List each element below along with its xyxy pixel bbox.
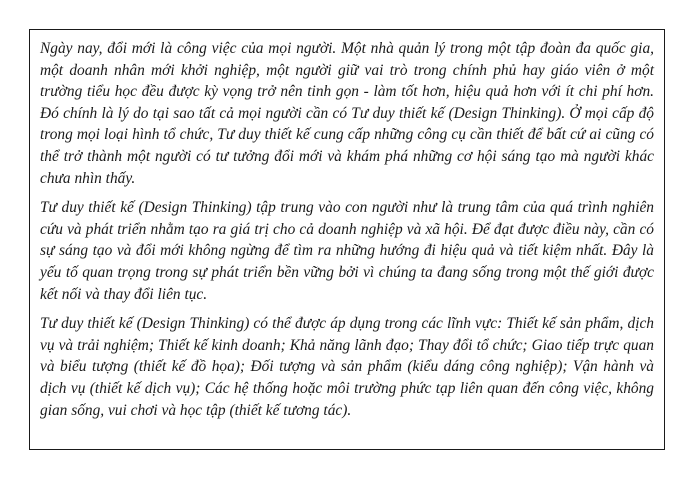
paragraph-focus: Tư duy thiết kế (Design Thinking) tập trung vào con người như là trung tâm của quá trình nghiên cứu và phát triển nhằm tạo ra giá trị cho cả doanh nghiệp và xã hội. Để đạt được điều này, cần có sự sáng tạo và đổi mới không ngừng để tìm ra những hướng đi hiệu quả và tiết kiệm nhất. Đây là yếu tố quan trọng trong sự phát triển bền vững bởi vì chúng ta đang sống trong một thế giới được kết nối và thay đổi liên tục. xyxy=(40,199,654,303)
paragraph-applications: Tư duy thiết kế (Design Thinking) có thể được áp dụng trong các lĩnh vực: Thiết kế sản phẩm, dịch vụ và trải nghiệm; Thiết kế kinh doanh; Khả năng lãnh đạo; Thay đổi tổ chức; Giao tiếp trực quan và biểu tượng (thiết kế đồ họa); Đối tượng và sản phẩm (kiểu dáng công nghiệp); Vận hành và dịch vụ (thiết kế dịch vụ); Các hệ thống hoặc môi trường phức tạp liên quan đến công việc, không gian sống, vui chơi và học tập (thiết kế tương tác). xyxy=(40,315,654,419)
text-box xyxy=(29,29,665,450)
paragraph-intro: Ngày nay, đổi mới là công việc của mọi người. Một nhà quản lý trong một tập đoàn đa quốc gia, một doanh nhân mới khởi nghiệp, một người giữ vai trò trong chính phủ hay giáo viên ở một trường tiểu học đều được kỳ vọng trở nên tinh gọn - làm tốt hơn, hiệu quả hơn với ít chi phí hơn. Đó chính là lý do tại sao tất cả mọi người cần có Tư duy thiết kế (Design Thinking). Ở mọi cấp độ trong mọi loại hình tổ chức, Tư duy thiết kế cung cấp những công cụ cần thiết để bất cứ ai cũng có thể trở thành một người có tư tưởng đổi mới và khám phá những cơ hội sáng tạo mà người khác chưa nhìn thấy. xyxy=(40,40,654,187)
